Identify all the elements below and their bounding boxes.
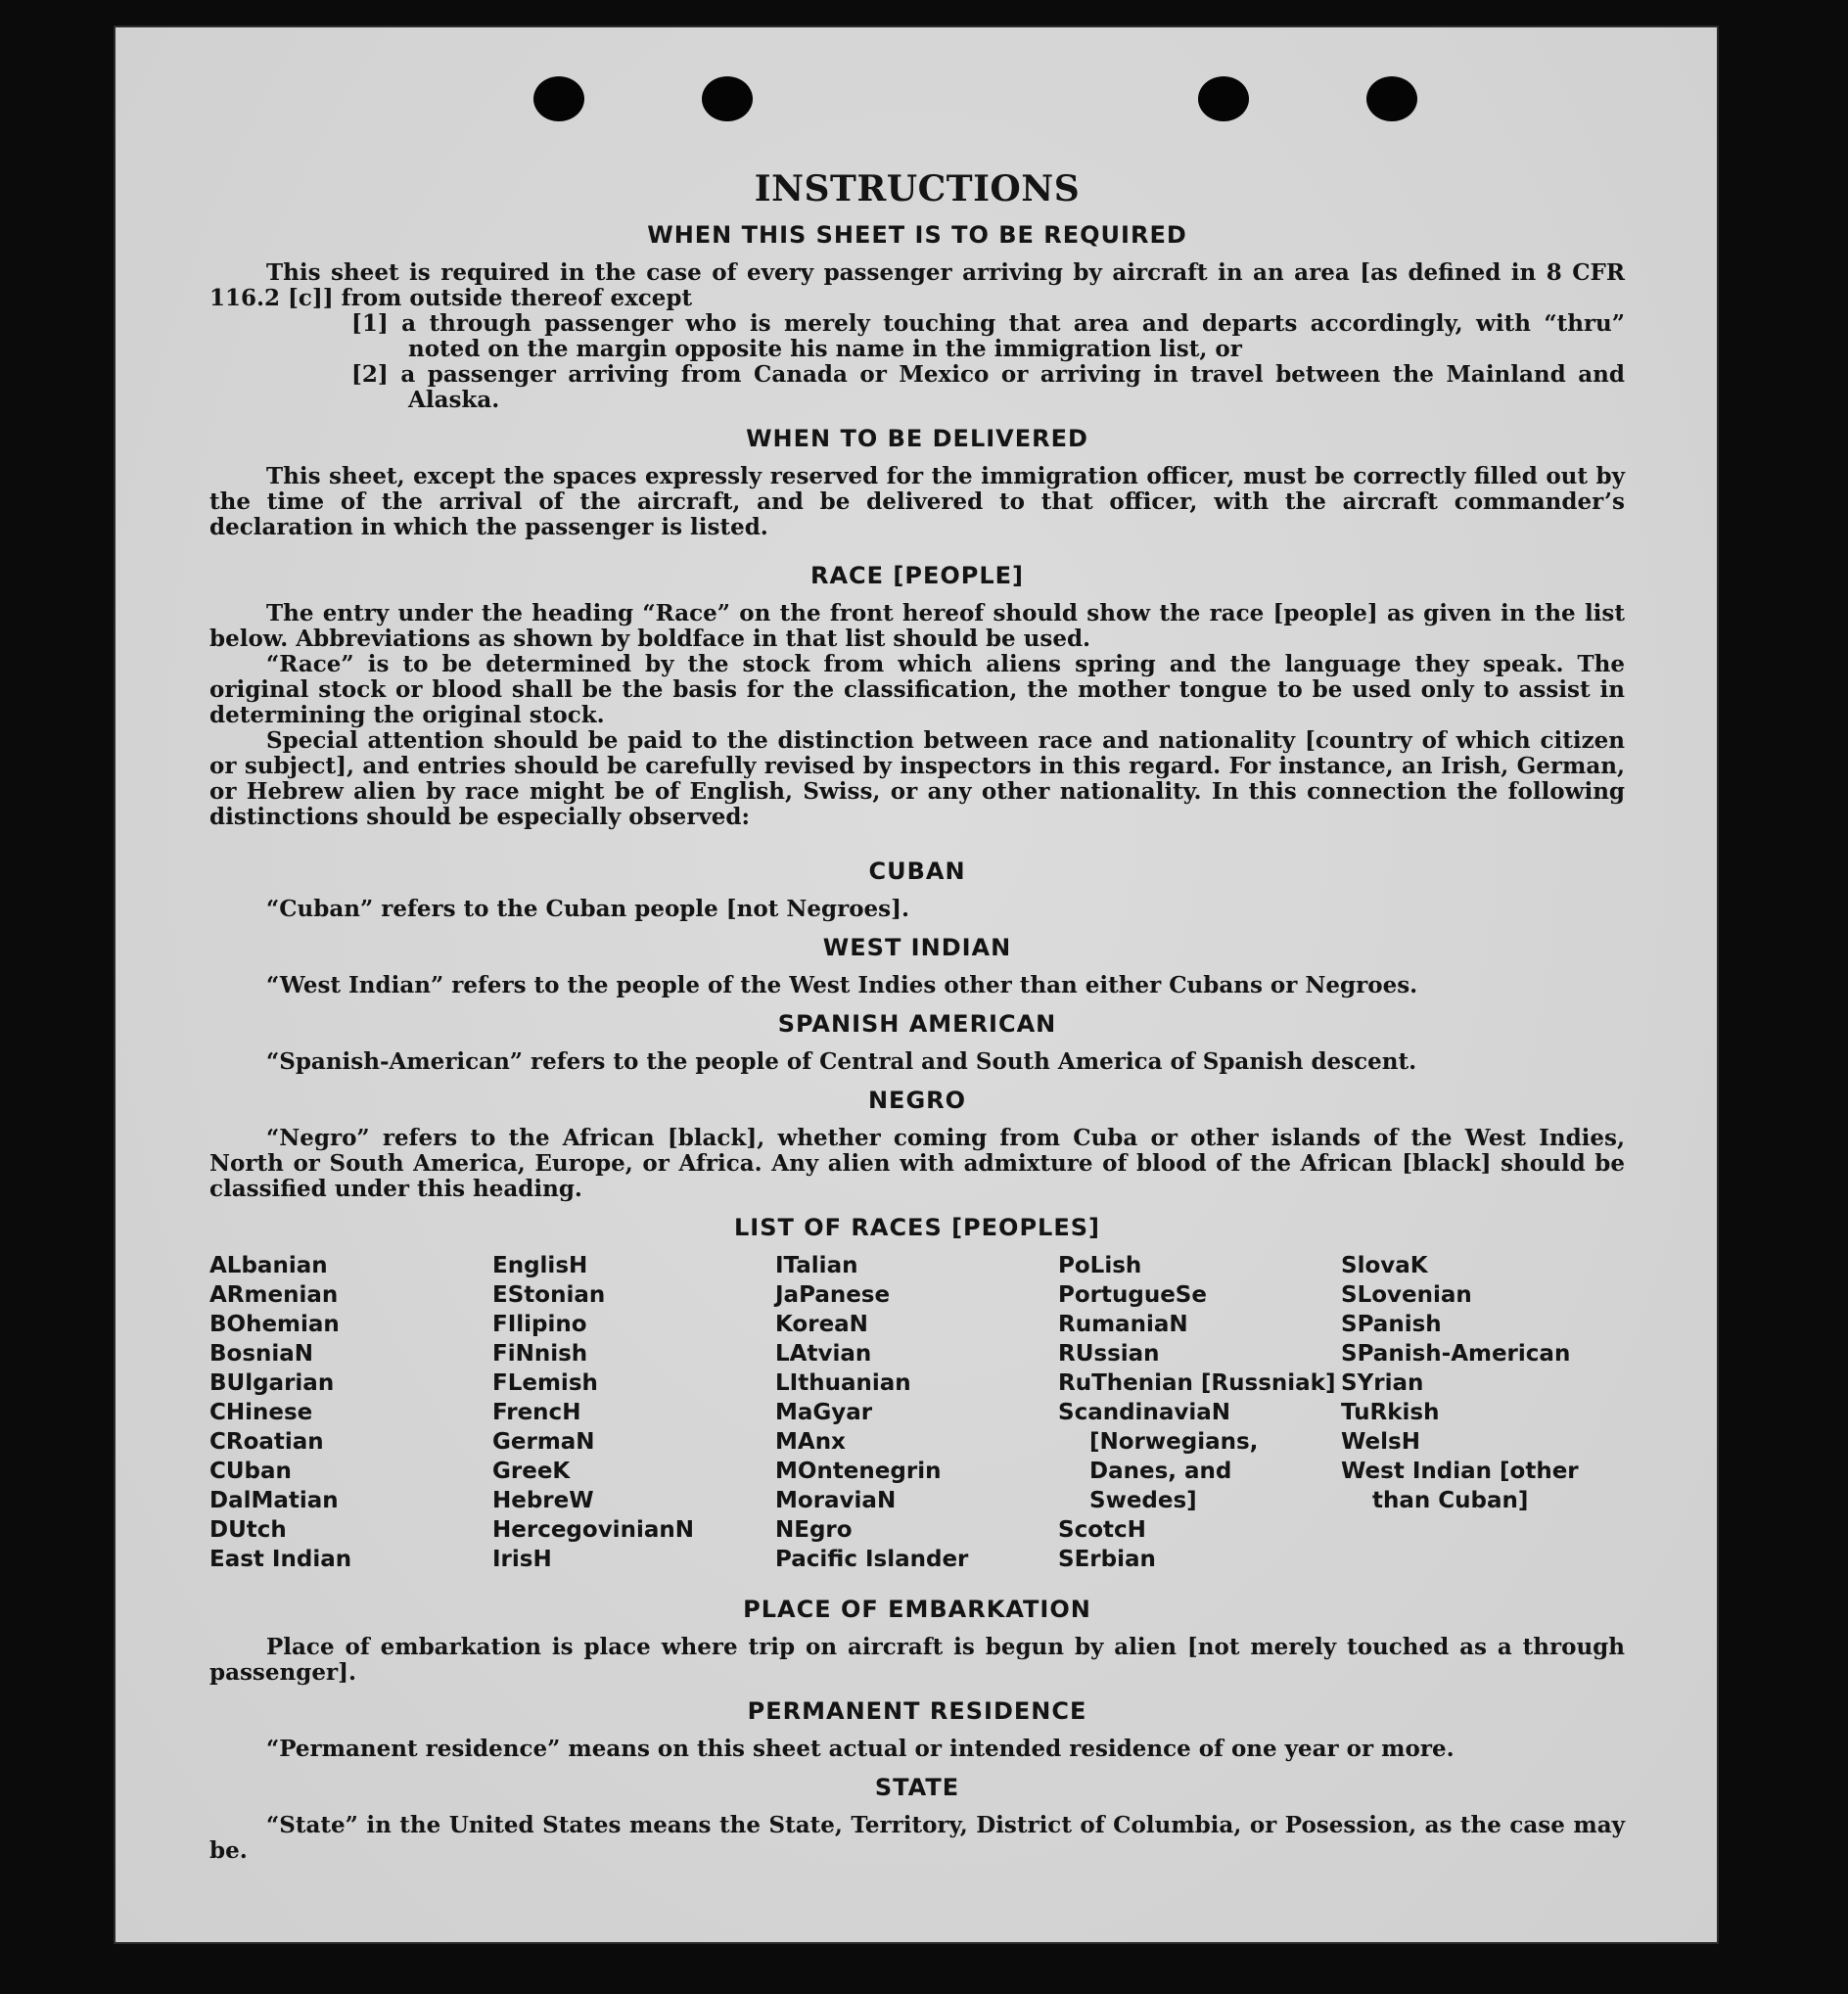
- section-heading-negro: NEGRO: [867, 1087, 967, 1114]
- punch-hole: [702, 76, 753, 121]
- race-item: FIlipino: [492, 1312, 587, 1337]
- race-item: CRoatian: [209, 1429, 324, 1455]
- section-heading-permanent-residence: PERMANENT RESIDENCE: [747, 1697, 1087, 1725]
- race-item: MOntenegrin: [775, 1459, 942, 1484]
- when-required-intro: This sheet is required in the case of every passenger arriving by aircraft in an area [as defined in 8 CFR 116.2 [c]] from outside thereof except: [209, 259, 1625, 311]
- section-heading-state: STATE: [874, 1774, 960, 1801]
- section-heading-west-indian: WEST INDIAN: [822, 934, 1012, 961]
- when-required-item-1: [1] a through passenger who is merely touching that area and departs accordingly, with “thru” noted on the margin opposite his name in the immigration list, or: [351, 310, 1625, 362]
- negro-text: “Negro” refers to the African [black], whether coming from Cuba or other islands of the West Indies, North or South America, Europe, or Africa. Any alien with admixture of blood of the African [black] should be classified under this heading.: [209, 1125, 1625, 1202]
- race-item: SErbian: [1058, 1547, 1156, 1572]
- race-item: CUban: [209, 1459, 292, 1484]
- race-item: GreeK: [492, 1459, 571, 1484]
- race-paragraph-1: The entry under the heading “Race” on the front hereof should show the race [people] as given in the list below. Abbreviations as shown by boldface in that list should be used.: [209, 600, 1625, 652]
- section-heading-race: RACE [PEOPLE]: [809, 562, 1025, 589]
- race-item: WelsH: [1341, 1429, 1420, 1455]
- race-item: CHinese: [209, 1400, 313, 1425]
- race-paragraph-2: “Race” is to be determined by the stock from which aliens spring and the language they speak. The original stock or blood shall be the basis for the classification, the mother tongue to be used only to assist in determining the original stock.: [209, 651, 1625, 728]
- race-item: DalMatian: [209, 1488, 339, 1513]
- race-item: ARmenian: [209, 1282, 339, 1308]
- permanent-residence-text: “Permanent residence” means on this sheet actual or intended residence of one year or more.: [266, 1736, 1455, 1762]
- race-item: LIthuanian: [775, 1370, 911, 1396]
- race-item: MAnx: [775, 1429, 846, 1455]
- race-item: ScandinaviaN [Norwegians, Danes, and Swedes]: [1058, 1400, 1259, 1513]
- spanish-american-text: “Spanish-American” refers to the people of Central and South America of Spanish descent.: [266, 1048, 1417, 1075]
- race-item: IrisH: [492, 1547, 552, 1572]
- race-item: SYrian: [1341, 1370, 1424, 1396]
- race-item: BOhemian: [209, 1312, 340, 1337]
- race-item: RuThenian [Russniak]: [1058, 1370, 1336, 1396]
- section-heading-spanish-american: SPANISH AMERICAN: [777, 1010, 1057, 1038]
- document-body: [209, 137, 1625, 1864]
- race-item: FiNnish: [492, 1341, 588, 1367]
- race-item: GermaN: [492, 1429, 595, 1455]
- race-item: FrencH: [492, 1400, 581, 1425]
- section-heading-list-of-races: LIST OF RACES [PEOPLES]: [734, 1214, 1100, 1241]
- race-item: ITalian: [775, 1253, 858, 1278]
- race-item: ScotcH: [1058, 1517, 1146, 1543]
- race-paragraph-3: Special attention should be paid to the distinction between race and nationality [country of which citizen or subject], and entries should be carefully revised by inspectors in this regard. For instance, an Irish, German, or Hebrew alien by race might be of English, Swiss, or any other nationality. In this connection the following distinctions should be especially observed:: [209, 727, 1625, 830]
- race-item: SlovaK: [1341, 1253, 1428, 1278]
- state-text: “State” in the United States means the State, Territory, District of Columbia, or Posession, as the case may be.: [209, 1812, 1625, 1864]
- race-item: MoraviaN: [775, 1488, 897, 1513]
- race-item: FLemish: [492, 1370, 598, 1396]
- document-sheet: [116, 27, 1717, 1942]
- race-item: KoreaN: [775, 1312, 868, 1337]
- race-list: [209, 1251, 1625, 1574]
- race-item: MaGyar: [775, 1400, 873, 1425]
- section-heading-when-delivered: WHEN TO BE DELIVERED: [746, 425, 1088, 452]
- race-item: PortugueSe: [1058, 1282, 1207, 1308]
- race-item: JaPanese: [775, 1282, 891, 1308]
- cuban-text: “Cuban” refers to the Cuban people [not Negroes].: [266, 896, 910, 922]
- race-item: TuRkish: [1341, 1400, 1440, 1425]
- race-item: EnglisH: [492, 1253, 588, 1278]
- race-item: BUlgarian: [209, 1370, 335, 1396]
- race-column: [209, 1251, 492, 1574]
- race-item: SPanish-American: [1341, 1341, 1571, 1367]
- race-item: SPanish: [1341, 1312, 1442, 1337]
- race-item: DUtch: [209, 1517, 287, 1543]
- race-item: LAtvian: [775, 1341, 872, 1367]
- race-item: SLovenian: [1341, 1282, 1472, 1308]
- race-item: HercegovinianN: [492, 1517, 694, 1543]
- when-delivered-text: This sheet, except the spaces expressly reserved for the immigration officer, must be correctly filled out by the time of the arrival of the aircraft, and be delivered to that officer, with the aircraft commander’s declaration in which the passenger is listed.: [209, 463, 1625, 540]
- race-column: [492, 1251, 775, 1574]
- race-item: West Indian [other than Cuban]: [1341, 1459, 1579, 1513]
- race-item: ALbanian: [209, 1253, 328, 1278]
- race-item: EStonian: [492, 1282, 606, 1308]
- punch-hole: [533, 76, 584, 121]
- race-item: NEgro: [775, 1517, 853, 1543]
- west-indian-text: “West Indian” refers to the people of the West Indies other than either Cubans or Negroes.: [266, 972, 1418, 998]
- race-column: [1058, 1251, 1341, 1574]
- race-item: PoLish: [1058, 1253, 1142, 1278]
- race-item: HebreW: [492, 1488, 594, 1513]
- punch-hole: [1366, 76, 1417, 121]
- when-required-item-2: [2] a passenger arriving from Canada or Mexico or arriving in travel between the Mainland and Alaska.: [351, 361, 1625, 413]
- race-column: [775, 1251, 1058, 1574]
- race-column: [1341, 1251, 1624, 1574]
- race-item: Pacific Islander: [775, 1547, 969, 1572]
- punch-hole: [1198, 76, 1249, 121]
- section-heading-cuban: CUBAN: [868, 858, 966, 885]
- embarkation-text: Place of embarkation is place where trip on aircraft is begun by alien [not merely touched as a through passenger].: [209, 1634, 1625, 1686]
- race-item: BosniaN: [209, 1341, 314, 1367]
- race-item: RUssian: [1058, 1341, 1160, 1367]
- page-title: INSTRUCTIONS: [754, 168, 1081, 209]
- race-item: RumaniaN: [1058, 1312, 1188, 1337]
- race-item: East Indian: [209, 1547, 352, 1572]
- section-heading-when-required: WHEN THIS SHEET IS TO BE REQUIRED: [647, 221, 1187, 249]
- section-heading-embarkation: PLACE OF EMBARKATION: [743, 1596, 1091, 1623]
